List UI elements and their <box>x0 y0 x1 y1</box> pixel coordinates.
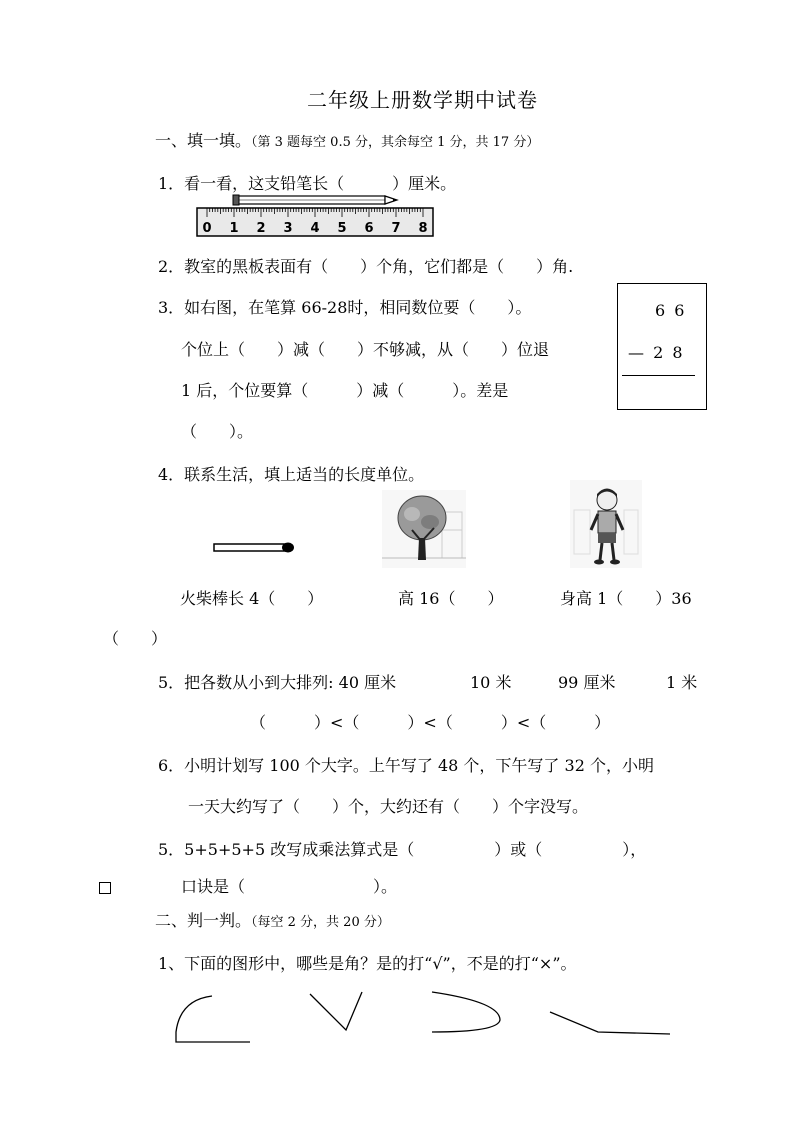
tree-picture <box>382 490 466 568</box>
angle-shapes <box>170 988 680 1048</box>
question-5-value-3: 99 厘米 <box>558 673 616 692</box>
vertical-result-line <box>622 375 695 376</box>
match-length-label: 火柴棒长 4（ ） <box>180 589 324 608</box>
question-7-line2 <box>99 874 397 897</box>
section1-header <box>155 128 539 151</box>
match-stick-picture <box>212 540 296 556</box>
question-5-value-2: 10 米 <box>470 673 512 692</box>
ruler-number: 1 <box>229 221 239 236</box>
ruler-number: 5 <box>337 221 347 236</box>
ruler <box>197 208 433 236</box>
shape-angle-flat <box>550 1012 670 1034</box>
ruler-number: 7 <box>391 221 401 236</box>
question-6-line1: 6．小明计划写 100 个大字。上午写了 48 个，下午写了 32 个，小明 <box>158 756 654 775</box>
question-1: 1．看一看，这支铅笔长（ ）厘米。 <box>158 174 457 193</box>
ruler-number: 8 <box>418 221 428 236</box>
person-height-label: 身高 1（ ）36 <box>560 589 692 608</box>
person-height-unit-blank: （ ） <box>103 629 168 648</box>
section2-header <box>155 908 390 931</box>
ruler-number: 3 <box>283 221 293 236</box>
question-3-line3: 1 后，个位要算（ ）减（ ）。差是 <box>181 381 509 400</box>
placeholder-square <box>99 882 111 894</box>
question-2: 2．教室的黑板表面有（ ）个角，它们都是（ ）角. <box>158 257 574 276</box>
section2-note: （每空 2 分，共 20 分） <box>251 915 390 930</box>
question-3-line4: （ ）。 <box>181 422 254 441</box>
question-4: 4．联系生活，填上适当的长度单位。 <box>158 465 425 484</box>
ruler-number: 2 <box>256 221 266 236</box>
vertical-top-number: 6 6 <box>655 301 687 320</box>
page-title: 二年级上册数学期中试卷 <box>307 88 538 112</box>
question-3-line1: 3．如右图，在笔算 66-28时，相同数位要（ ）。 <box>158 298 532 317</box>
question-6-line2: 一天大约写了（ ）个，大约还有（ ）个字没写。 <box>188 797 589 816</box>
tree-height-label: 高 16（ ） <box>398 589 504 608</box>
ruler-pencil-figure <box>195 193 437 239</box>
question-5-blanks: （ ）<（ ）<（ ）<（ ） <box>250 713 611 732</box>
question-7-line2-text: 口诀是（ ）。 <box>181 877 398 896</box>
question-5: 5．把各数从小到大排列: 40 厘米 <box>158 673 397 692</box>
question-5-value-4: 1 米 <box>666 673 698 692</box>
vertical-bottom-number: — 2 8 <box>628 343 685 362</box>
question-7-line1: 5．5+5+5+5 改写成乘法算式是（ ）或（ ）， <box>158 840 647 859</box>
question-3-line2: 个位上（ ）减（ ）不够减，从（ ）位退 <box>181 340 550 359</box>
ruler-number: 0 <box>202 221 212 236</box>
shape-angle-v <box>310 992 362 1030</box>
ruler-number: 6 <box>364 221 374 236</box>
shape-curve-open <box>176 996 250 1042</box>
section2-heading: 二、判一判。 <box>155 911 252 930</box>
boy-picture <box>570 480 642 568</box>
pencil <box>233 195 397 205</box>
ruler-number: 4 <box>310 221 320 236</box>
section1-note: （第 3 题每空 0.5 分，其余每空 1 分，共 17 分） <box>251 135 540 150</box>
judge-question-1: 1、下面的图形中，哪些是角？是的打“√”，不是的打“×”。 <box>158 954 577 973</box>
shape-curve-right <box>432 992 500 1032</box>
section1-heading: 一、填一填。 <box>155 131 252 150</box>
